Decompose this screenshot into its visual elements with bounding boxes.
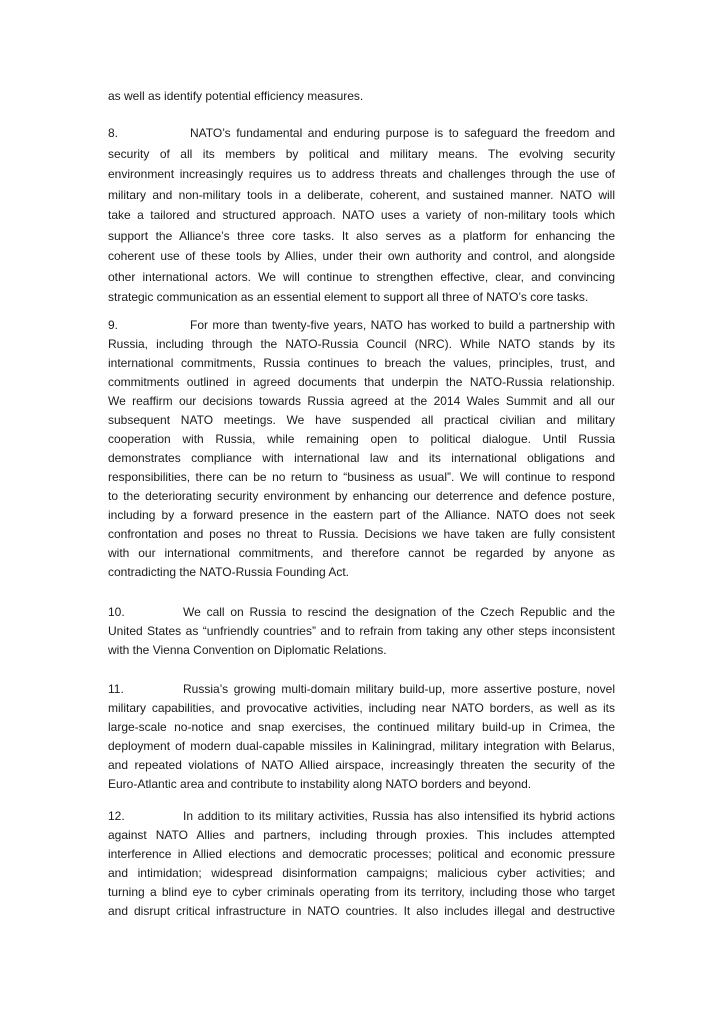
text-line bbox=[108, 185, 615, 206]
line-text: In addition to its military activities, Russia has also intensified its hybrid actions bbox=[183, 809, 615, 823]
paragraph-8 bbox=[108, 123, 615, 308]
line-text: NATO’s fundamental and enduring purpose is to safeguard the freedom and bbox=[190, 126, 615, 140]
line-text: support the Alliance’s three core tasks. It also serves as a platform for enhancing the bbox=[108, 228, 615, 243]
text-line bbox=[108, 123, 615, 144]
line-text: international commitments, Russia continues to breach the values, principles, trust, and bbox=[108, 356, 615, 370]
line-text: Russia, including through the NATO-Russia Council (NRC). While NATO stands by its bbox=[108, 337, 615, 351]
text-line bbox=[108, 902, 615, 921]
text-line bbox=[108, 563, 615, 582]
paragraph-number: 12. bbox=[108, 809, 125, 823]
paragraph-11 bbox=[108, 680, 615, 794]
line-text: military and non-military tools in a deliberate, coherent, and sustained manner. NATO will bbox=[108, 187, 615, 202]
line-text: Euro-Atlantic area and contribute to instability along NATO borders and beyond. bbox=[108, 777, 532, 791]
text-line bbox=[108, 164, 615, 185]
text-line bbox=[108, 449, 615, 468]
text-line bbox=[108, 807, 615, 826]
line-text: coherent use of these tools by Allies, under their own authority and control, and alongside bbox=[108, 249, 615, 263]
paragraph-continuation bbox=[108, 87, 615, 106]
line-text: responsibilities, there can be no return to “business as usual”. We will continue to respond bbox=[108, 470, 615, 484]
line-text: confrontation and poses no threat to Russia. Decisions we have taken are fully consistent bbox=[108, 527, 615, 541]
paragraph-number: 8. bbox=[108, 126, 119, 140]
text-line bbox=[108, 373, 615, 392]
text-line bbox=[108, 411, 615, 430]
text-line bbox=[108, 756, 615, 775]
line-text: and repeated violations of NATO Allied airspace, increasingly threaten the security of the bbox=[108, 758, 615, 772]
text-line bbox=[108, 468, 615, 487]
text-line bbox=[108, 603, 615, 622]
paragraph-number: 9. bbox=[108, 318, 119, 332]
text-line bbox=[108, 622, 615, 641]
line-text: contradicting the NATO-Russia Founding Act. bbox=[108, 565, 350, 579]
line-text: demonstrates compliance with international law and its international obligations and bbox=[108, 451, 615, 465]
text-line bbox=[108, 205, 615, 226]
text-line bbox=[108, 506, 615, 525]
line-text: deployment of modern dual-capable missiles in Kaliningrad, military integration with Belarus, bbox=[108, 739, 615, 753]
line-text: and intimidation; widespread disinformation campaigns; malicious cyber activities; and bbox=[108, 866, 615, 880]
line-text: to the deteriorating security environment by enhancing our deterrence and defence posture, bbox=[108, 489, 615, 503]
text-line bbox=[108, 246, 615, 267]
text-line bbox=[108, 544, 615, 563]
line-text: and disrupt critical infrastructure in NATO countries. It also includes illegal and destructive bbox=[108, 904, 615, 918]
text-line bbox=[108, 144, 615, 165]
line-text: commitments outlined in agreed documents that underpin the NATO-Russia relationship. bbox=[108, 375, 615, 389]
text-line bbox=[108, 354, 615, 373]
line-text: large-scale no-notice and snap exercises, the continued military build-up in Crimea, the bbox=[108, 720, 615, 734]
text-line bbox=[108, 87, 615, 106]
line-text: security of all its members by political and military means. The evolving security bbox=[108, 146, 615, 161]
text-line bbox=[108, 430, 615, 449]
line-text: including by a forward presence in the eastern part of the Alliance. NATO does not seek bbox=[108, 508, 615, 522]
text-line bbox=[108, 226, 615, 247]
line-text: United States as “unfriendly countries” and to refrain from taking any other steps inconsistent bbox=[108, 624, 615, 638]
line-text: strategic communication as an essential element to support all three of NATO’s core tasks. bbox=[108, 290, 589, 304]
text-line bbox=[108, 864, 615, 883]
line-text: with our international commitments, and therefore cannot be regarded by anyone as bbox=[108, 546, 615, 560]
text-line bbox=[108, 883, 615, 902]
text-line bbox=[108, 775, 615, 794]
line-text: turning a blind eye to cyber criminals operating from its territory, including those who target bbox=[108, 885, 615, 899]
line-text: other international actors. We will continue to strengthen effective, clear, and convincing bbox=[108, 269, 615, 284]
text-line bbox=[108, 680, 615, 699]
line-text: take a tailored and structured approach. NATO uses a variety of non-military tools which bbox=[108, 208, 615, 222]
paragraph-number: 11. bbox=[108, 682, 124, 696]
text-line bbox=[108, 287, 615, 308]
line-text: with the Vienna Convention on Diplomatic Relations. bbox=[108, 643, 387, 657]
text-line bbox=[108, 737, 615, 756]
text-line bbox=[108, 826, 615, 845]
line-text: Russia’s growing multi-domain military build-up, more assertive posture, novel bbox=[183, 682, 615, 696]
line-text: We call on Russia to rescind the designation of the Czech Republic and the bbox=[183, 605, 615, 619]
text-line bbox=[108, 267, 615, 288]
paragraph-number: 10. bbox=[108, 605, 125, 619]
paragraph-9 bbox=[108, 316, 615, 582]
text-line bbox=[108, 316, 615, 335]
line-text: against NATO Allies and partners, including through proxies. This includes attempted bbox=[108, 828, 615, 842]
text-line bbox=[108, 335, 615, 354]
line-text: environment increasingly requires us to address threats and challenges through the use of bbox=[108, 167, 615, 181]
text-line bbox=[108, 718, 615, 737]
text-line bbox=[108, 699, 615, 718]
line-text: For more than twenty-five years, NATO has worked to build a partnership with bbox=[190, 318, 615, 332]
paragraph-10 bbox=[108, 603, 615, 660]
text-line bbox=[108, 641, 615, 660]
text-line bbox=[108, 392, 615, 411]
text-line bbox=[108, 845, 615, 864]
paragraph-12 bbox=[108, 807, 615, 921]
line-text: cooperation with Russia, while remaining open to political dialogue. Until Russia bbox=[108, 432, 615, 446]
line-text: subsequent NATO meetings. We have suspended all practical civilian and military bbox=[108, 413, 615, 427]
line-text: military capabilities, and provocative activities, including near NATO borders, as well as its bbox=[108, 701, 615, 715]
line-text: interference in Allied elections and democratic processes; political and economic pressure bbox=[108, 847, 615, 861]
line-text: We reaffirm our decisions towards Russia agreed at the 2014 Wales Summit and all our bbox=[108, 394, 615, 408]
text-line bbox=[108, 487, 615, 506]
text-line bbox=[108, 525, 615, 544]
line-text: as well as identify potential efficiency measures. bbox=[108, 89, 364, 103]
